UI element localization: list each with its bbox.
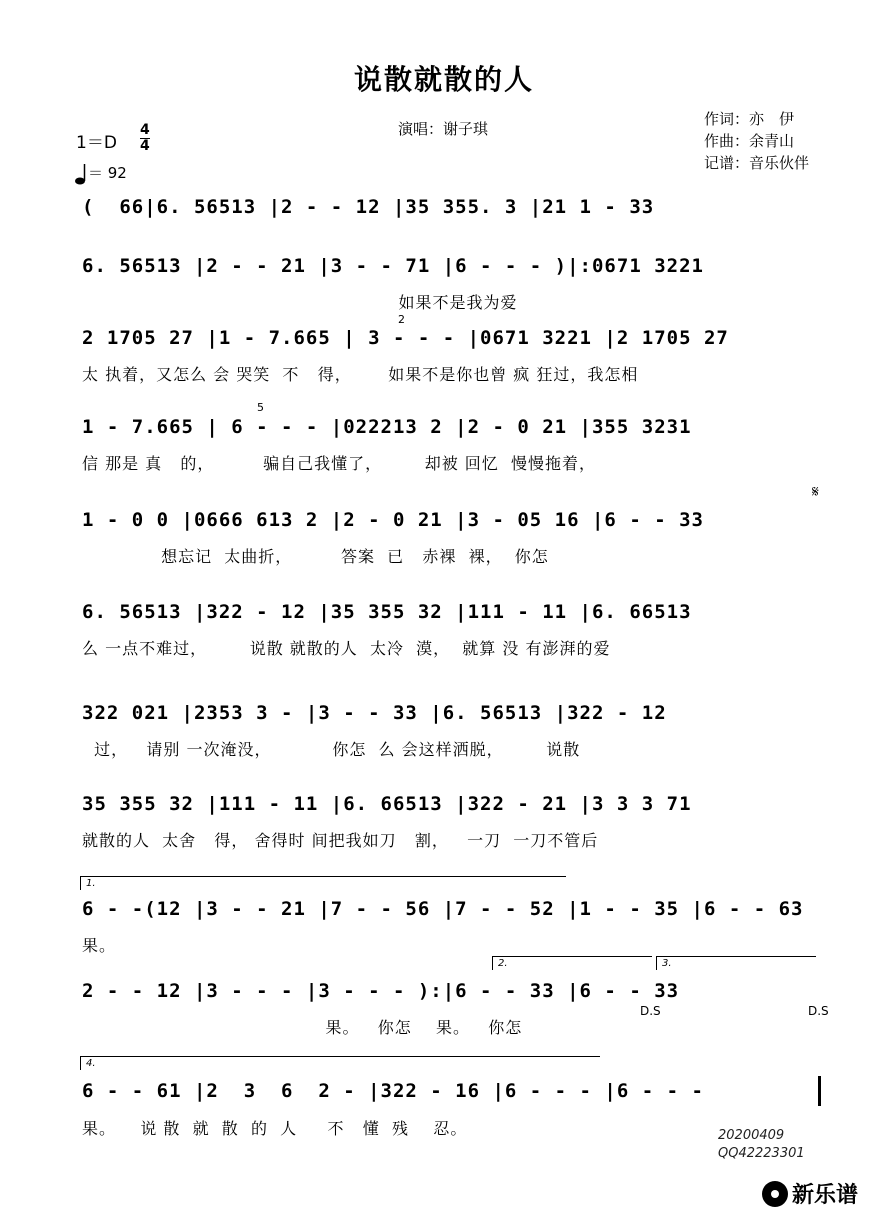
notation-credit: 记谱：音乐伙伴 bbox=[704, 154, 810, 172]
score-row-11: 6 - - 61 |2 3 6 2 - |322 - 16 |6 - - - |6 - - - bbox=[82, 1080, 704, 1102]
composer-credit: 作曲：余青山 bbox=[704, 132, 795, 150]
song-title: 说散就散的人 bbox=[353, 63, 534, 96]
score-row-1: ( 66|6. 56513 |2 - - 12 |35 355. 3 |21 1 - 33 bbox=[82, 196, 655, 218]
lyric-row-9: 果。 bbox=[82, 936, 117, 955]
score-row-2: 6. 56513 |2 - - 21 |3 - - 71 |6 - - - )|:0671 3221 bbox=[82, 255, 704, 277]
date-signature: 20200409 bbox=[718, 1128, 785, 1143]
meter-top: 4 bbox=[140, 122, 150, 138]
ds-mark-1: D.S bbox=[640, 1004, 661, 1018]
grace-note-a: 2 bbox=[398, 313, 405, 326]
grace-note-b: 5 bbox=[257, 401, 264, 414]
lyric-row-4: 信 那是 真 的， 骗自己我懂了， 却被 回忆 慢慢拖着， bbox=[82, 454, 596, 473]
volta-1-hook bbox=[80, 876, 81, 890]
volta-3-label: 3. bbox=[662, 958, 672, 969]
score-row-7: 322 021 |2353 3 - |3 - - 33 |6. 56513 |322 - 12 bbox=[82, 702, 667, 724]
score-row-4: 1 - 7.665 | 6 - - - |022213 2 |2 - 0 21 |355 3231 bbox=[82, 416, 692, 438]
score-row-8: 35 355 32 |111 - 11 |6. 66513 |322 - 21 |3 3 3 71 bbox=[82, 793, 692, 815]
lyric-row-10: 果。 你怎 果。 你怎 bbox=[82, 1018, 523, 1037]
qq-signature: QQ42223301 bbox=[718, 1146, 805, 1161]
volta-4-line bbox=[80, 1056, 600, 1057]
lyric-row-11: 果。 说 散 就 散 的 人 不 懂 残 忍。 bbox=[82, 1119, 468, 1138]
score-row-6: 6. 56513 |322 - 12 |35 355 32 |111 - 11 |6. 66513 bbox=[82, 601, 692, 623]
score-row-3: 2 1705 27 |1 - 7.665 | 3 - - - |0671 3221 |2 1705 27 bbox=[82, 327, 729, 349]
volta-2-label: 2. bbox=[498, 958, 508, 969]
final-barline bbox=[818, 1076, 821, 1106]
logo-text: 新乐谱 bbox=[792, 1183, 859, 1208]
volta-4-hook bbox=[80, 1056, 81, 1070]
volta-2-line bbox=[492, 956, 652, 957]
score-row-5: 1 - 0 0 |0666 613 2 |2 - 0 21 |3 - 05 16 |6 - - 33 bbox=[82, 509, 704, 531]
vinyl-disc-icon bbox=[762, 1181, 788, 1207]
volta-2-hook bbox=[492, 956, 493, 970]
volta-1-label: 1. bbox=[86, 878, 96, 889]
tempo-marking: ＝ 92 bbox=[88, 164, 127, 182]
lyricist-credit: 作词：亦 伊 bbox=[704, 110, 795, 128]
lyric-row-7: 过， 请别 一次淹没， 你怎 么 会这样洒脱， 说散 bbox=[82, 740, 581, 759]
score-row-9: 6 - -(12 |3 - - 21 |7 - - 56 |7 - - 52 |1 - - 35 |6 - - 63 bbox=[82, 898, 804, 920]
meter-bottom: 4 bbox=[140, 138, 150, 154]
lyric-row-8: 就散的人 太舍 得， 舍得时 间把我如刀 割， 一刀 一刀不管后 bbox=[82, 831, 599, 850]
volta-3-hook bbox=[656, 956, 657, 970]
ds-mark-2: D.S bbox=[808, 1004, 829, 1018]
lyric-row-6: 么 一点不难过， 说散 就散的人 太冷 漠， 就算 没 有澎湃的爱 bbox=[82, 639, 611, 658]
score-row-10: 2 - - 12 |3 - - - |3 - - - ):|6 - - 33 |6 - - 33 bbox=[82, 980, 680, 1002]
volta-4-label: 4. bbox=[86, 1058, 96, 1069]
site-logo bbox=[762, 1178, 858, 1209]
lyric-row-3: 太 执着，又怎么 会 哭笑 不 得， 如果不是你也曾 疯 狂过，我怎相 bbox=[82, 365, 639, 384]
key-signature: 1＝D bbox=[76, 133, 117, 153]
volta-3-line bbox=[656, 956, 816, 957]
lyric-row-5: 想忘记 太曲折， 答案 已 赤裸 裸， 你怎 bbox=[82, 547, 549, 566]
singer-credit: 演唱：谢子琪 bbox=[398, 120, 489, 138]
segno-icon: 𝄋 bbox=[812, 482, 819, 501]
time-signature bbox=[140, 123, 150, 154]
lyric-row-2: 如果不是我为爱 bbox=[82, 293, 518, 312]
volta-1-line bbox=[80, 876, 566, 877]
